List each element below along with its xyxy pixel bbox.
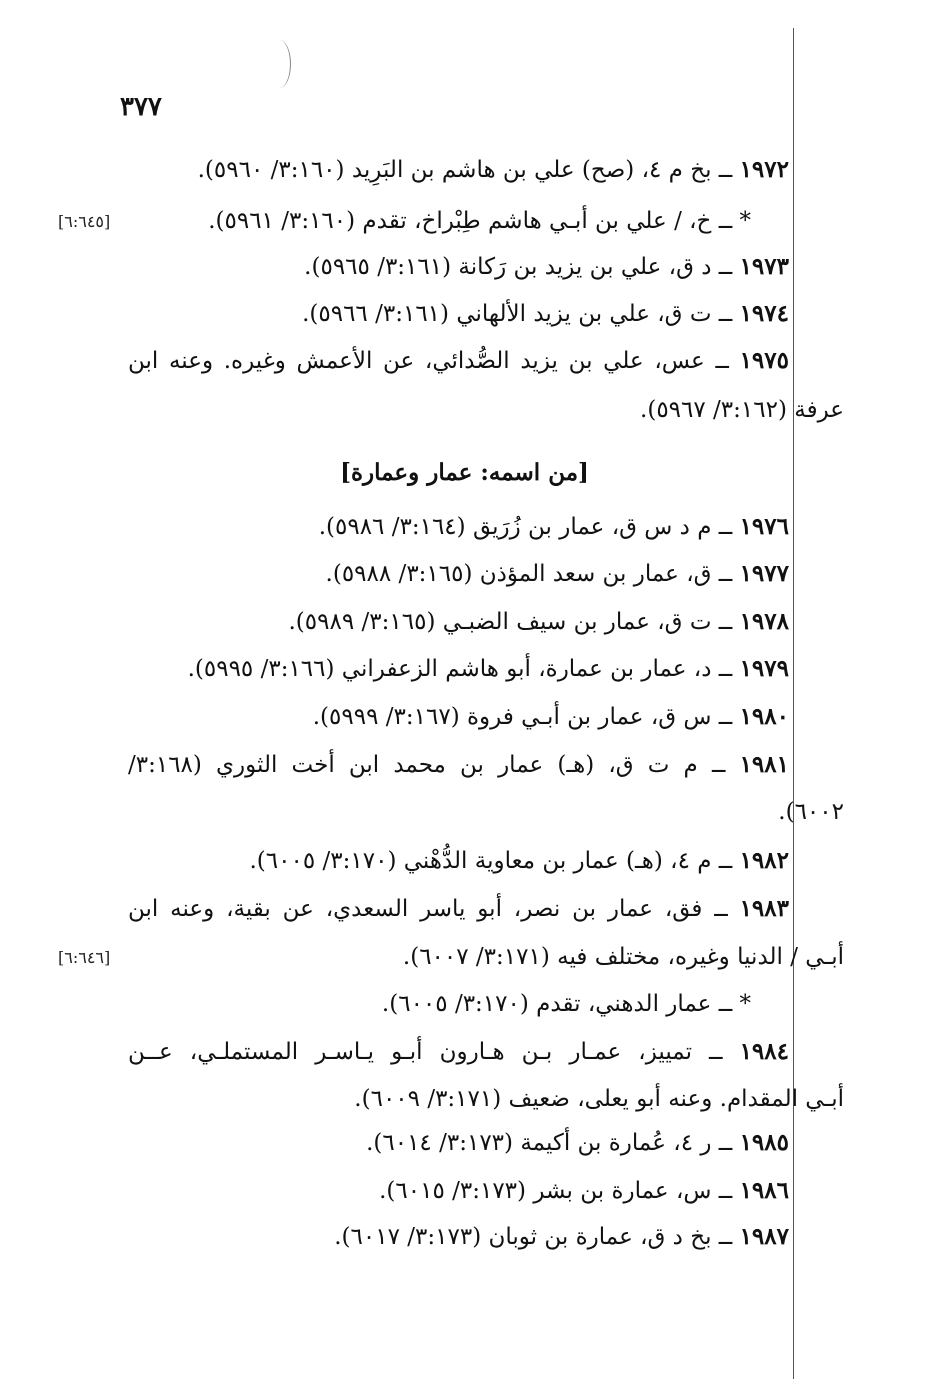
entry-1972 [198,152,789,188]
section-heading: [من اسمه: عمار وعمارة] [340,459,589,486]
entry-text: ــ فق، عمار بن نصر، أبو ياسر السعدي، عن بقية، وعنه ابن [128,896,740,922]
entry-1985 [366,1125,789,1161]
entry-text: ــ ق، عمار بن سعد المؤذن (٣:١٦٥/ ٥٩٨٨). [325,561,740,587]
entry-1977 [326,556,789,592]
entry-1987 [334,1219,789,1255]
entry-1980 [313,699,789,735]
entry-text: ــ بخ م ٤، (صح) علي بن هاشم بن البَرِيد (٣:١٦٠/ ٥٩٦٠). [197,157,740,183]
page-number: ٣٧٧ [120,92,162,122]
entry-text: ــ بخ د ق، عمارة بن ثوبان (٣:١٧٣/ ٦٠١٧). [334,1224,740,1250]
entry-number: ١٩٨١ [739,751,789,778]
entry-text: ــ م ت ق، (هـ) عمار بن محمد ابن أخت الثوري (٣:١٦٨/ [128,752,740,778]
entry-number: ١٩٧٤ [739,300,789,327]
entry-1986 [379,1173,789,1209]
entry-1974 [302,296,789,332]
entry-1984 [128,1034,789,1070]
entry-number: ١٩٨٦ [739,1177,789,1204]
entry-number: ١٩٧٥ [739,347,789,374]
entry-1981 [128,747,789,783]
entry-number: ١٩٨٠ [739,703,789,730]
entry-number: ١٩٧٨ [739,608,789,635]
entry-1976 [319,509,789,545]
entry-text: * ــ خ، / علي بن أبـي هاشم طِبْراخ، تقدم (٣:١٦٠/ ٥٩٦١). [208,208,751,234]
margin-rule [793,28,794,1379]
entry-cross-ref-2 [382,986,751,1022]
entry-text: ــ م د س ق، عمار بن زُرَيق (٣:١٦٤/ ٥٩٨٦). [318,514,740,540]
margin-note-645: [٦:٦٤٥] [58,212,111,231]
entry-1975 [128,343,789,379]
entry-1981-continued: ٦٠٠٢). [778,799,844,825]
entry-number: ١٩٨٢ [739,847,789,874]
entry-number: ١٩٧٣ [739,253,789,280]
entry-text: ــ تمييز، عمـار بـن هـارون أبـو يـاسـر المستملـي، عــن [128,1039,740,1065]
entry-number: ١٩٨٣ [739,895,789,922]
entry-text: ــ د، عمار بن عمارة، أبو هاشم الزعفراني (٣:١٦٦/ ٥٩٩٥). [187,656,740,682]
entry-number: ١٩٧٢ [739,156,789,183]
entry-1975-continued: عرفة (٣:١٦٢/ ٥٩٦٧). [640,397,844,423]
entry-text: ــ عس، علي بن يزيد الصُّدائي، عن الأعمش وغيره. وعنه ابن [128,348,740,374]
entry-text: ــ ت ق، علي بن يزيد الألهاني (٣:١٦١/ ٥٩٦٦). [302,301,740,327]
entry-text: ــ س ق، عمار بن أبـي فروة (٣:١٦٧/ ٥٩٩٩). [312,704,740,730]
entry-number: ١٩٧٩ [739,655,789,682]
entry-1973 [304,249,789,285]
entry-number: ١٩٨٧ [739,1223,789,1250]
entry-1983-continued: أبـي / الدنيا وغيره، مختلف فيه (٣:١٧١/ ٦٠٠٧). [402,944,844,970]
entry-1978 [289,604,790,640]
entry-text: ــ ر ٤، عُمارة بن أكيمة (٣:١٧٣/ ٦٠١٤). [366,1130,740,1156]
page-corner-mark [268,40,291,88]
entry-cross-ref-1 [208,203,751,239]
entry-text: ــ د ق، علي بن يزيد بن رَكانة (٣:١٦١/ ٥٩٦٥). [304,254,740,280]
margin-note-646: [٦:٦٤٦] [58,948,111,967]
entry-text: ــ ت ق، عمار بن سيف الضبـي (٣:١٦٥/ ٥٩٨٩). [288,609,740,635]
entry-1984-continued: أبـي المقدام. وعنه أبو يعلى، ضعيف (٣:١٧١/ ٦٠٠٩). [354,1086,844,1112]
entry-number: ١٩٨٥ [739,1129,789,1156]
entry-text: ــ م ٤، (هـ) عمار بن معاوية الدُّهْني (٣:١٧٠/ ٦٠٠٥). [249,848,740,874]
entry-text: ــ س، عمارة بن بشر (٣:١٧٣/ ٦٠١٥). [379,1178,740,1204]
entry-number: ١٩٧٧ [739,560,789,587]
entry-1979 [188,651,789,687]
entry-number: ١٩٧٦ [739,513,789,540]
entry-1983 [128,891,789,927]
entry-number: ١٩٨٤ [739,1038,789,1065]
entry-1982 [250,843,790,879]
entry-text: * ــ عمار الدهني، تقدم (٣:١٧٠/ ٦٠٠٥). [381,991,751,1017]
